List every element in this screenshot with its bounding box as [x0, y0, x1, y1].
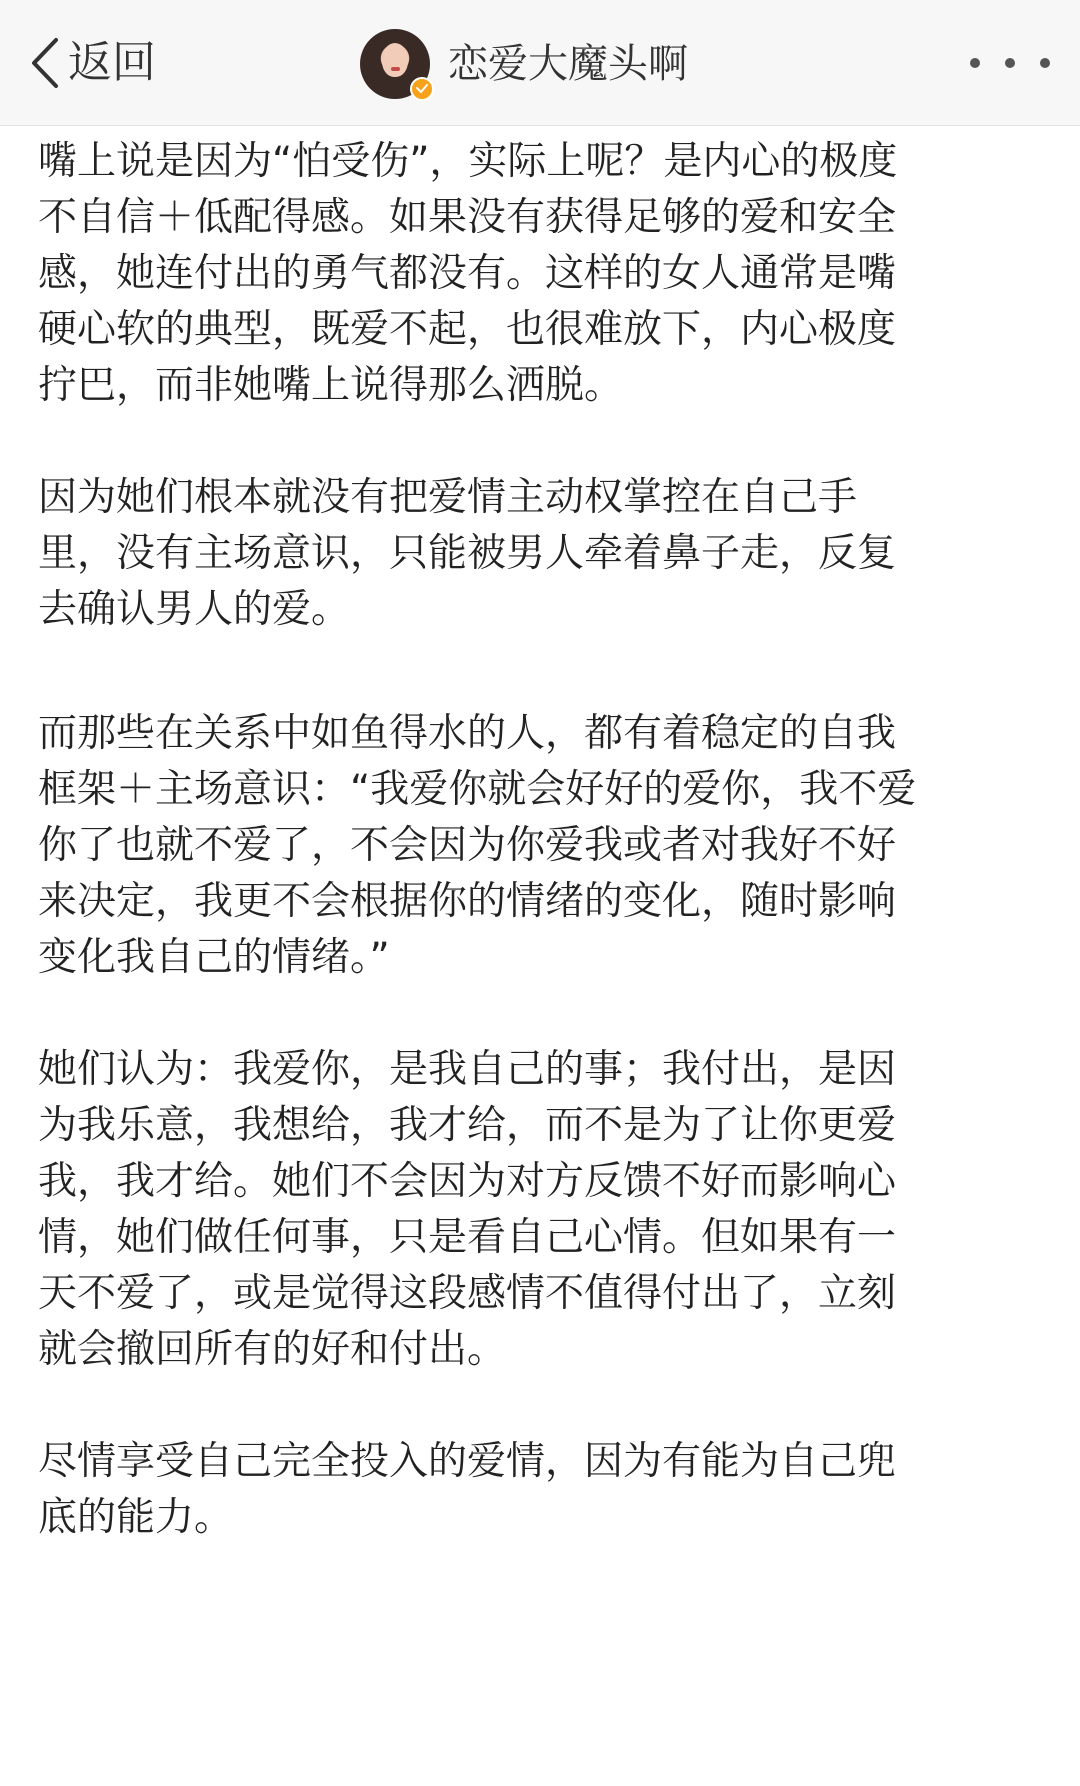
paragraph	[38, 134, 1038, 414]
paragraph-gap	[38, 986, 1038, 1042]
text-line: 嘴上说是因为“怕受伤”，实际上呢？是内心的极度	[38, 139, 898, 184]
text-line: 底的能力。	[38, 1495, 234, 1540]
text-line: 她们认为：我爱你，是我自己的事；我付出，是因	[38, 1047, 897, 1092]
text-line: 我，我才给。她们不会因为对方反馈不好而影响心	[38, 1159, 897, 1204]
paragraph	[38, 1434, 1038, 1546]
avatar-lips	[391, 67, 400, 71]
text-line: 因为她们根本就没有把爱情主动权掌控在自己手	[38, 475, 858, 520]
text-line: 里，没有主场意识，只能被男人牵着鼻子走，反复	[38, 531, 897, 576]
text-line: 就会撤回所有的好和付出。	[38, 1327, 507, 1372]
post-content	[38, 134, 1038, 1546]
chevron-left-icon	[30, 37, 60, 89]
text-line: 尽情享受自己完全投入的爱情，因为有能为自己兜	[38, 1439, 897, 1484]
text-line: 你了也就不爱了，不会因为你爱我或者对我好不好	[38, 823, 897, 868]
nav-bar	[0, 0, 1080, 126]
more-dot	[970, 58, 980, 68]
text-line: 硬心软的典型，既爱不起，也很难放下，内心极度	[38, 307, 897, 352]
text-line: 而那些在关系中如鱼得水的人，都有着稳定的自我	[38, 711, 897, 756]
back-label: 返回	[68, 37, 156, 88]
account-name[interactable]: 恋爱大魔头啊	[448, 41, 688, 87]
more-dot	[1005, 58, 1015, 68]
text-line: 来决定，我更不会根据你的情绪的变化，随时影响	[38, 879, 897, 924]
paragraph	[38, 706, 1038, 986]
account-title[interactable]	[360, 28, 688, 100]
paragraph-gap	[38, 1378, 1038, 1434]
more-dot	[1040, 58, 1050, 68]
verified-badge-icon	[410, 77, 434, 101]
text-line: 情，她们做任何事，只是看自己心情。但如果有一	[38, 1215, 897, 1260]
avatar[interactable]	[360, 29, 430, 99]
text-line: 感，她连付出的勇气都没有。这样的女人通常是嘴	[38, 251, 897, 296]
text-line: 去确认男人的爱。	[38, 587, 351, 632]
text-line: 框架＋主场意识：“我爱你就会好好的爱你，我不爱	[38, 767, 917, 812]
text-line: 拧巴，而非她嘴上说得那么洒脱。	[38, 363, 624, 408]
paragraph	[38, 1042, 1038, 1378]
paragraph	[38, 470, 1038, 638]
text-line: 为我乐意，我想给，我才给，而不是为了让你更爱	[38, 1103, 897, 1148]
avatar-face	[382, 43, 408, 77]
more-options-icon[interactable]	[970, 38, 1050, 88]
paragraph-gap	[38, 414, 1038, 470]
text-line: 变化我自己的情绪。”	[38, 935, 390, 980]
paragraph-gap	[38, 638, 1038, 706]
back-button[interactable]	[30, 30, 156, 96]
text-line: 不自信＋低配得感。如果没有获得足够的爱和安全	[38, 195, 897, 240]
text-line: 天不爱了，或是觉得这段感情不值得付出了，立刻	[38, 1271, 897, 1316]
